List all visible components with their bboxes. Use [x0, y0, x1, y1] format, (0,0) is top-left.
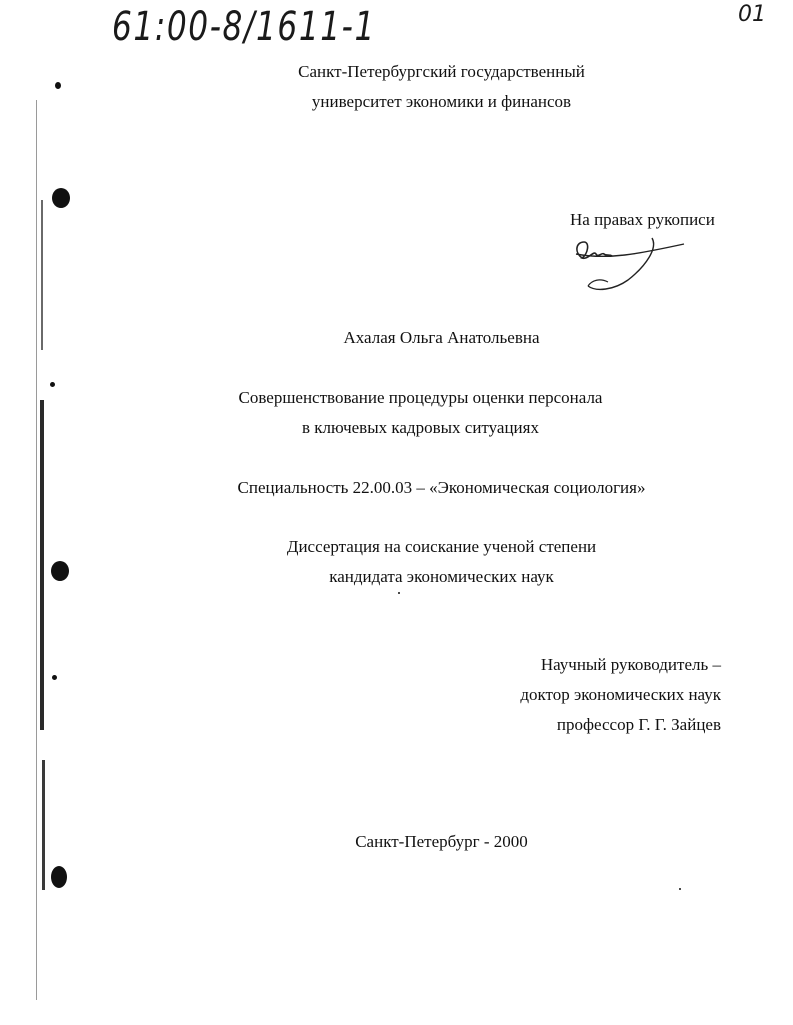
archive-code-handwritten: 61:00-8/1611-1 [112, 4, 376, 50]
scan-speck [52, 675, 57, 680]
dissertation-title-line-1: Совершенствование процедуры оценки персонала [238, 388, 603, 407]
supervisor-line-2: доктор экономических наук [520, 685, 721, 704]
binding-edge-shadow [40, 400, 44, 730]
dissertation-title-line-2: в ключевых кадровых ситуациях [302, 418, 539, 437]
supervisor-line-3: профессор Г. Г. Зайцев [556, 715, 721, 734]
punch-hole [51, 866, 67, 888]
scan-speck [50, 382, 55, 387]
punch-hole [52, 188, 70, 208]
place-year: Санкт-Петербург - 2000 [355, 832, 528, 851]
degree-line-2: кандидата экономических наук [329, 567, 554, 586]
institution-line-2: университет экономики и финансов [311, 92, 572, 111]
supervisor-line-1: Научный руководитель – [540, 655, 721, 674]
institution-line-1: Санкт-Петербургский государственный [298, 62, 585, 81]
signature-icon [568, 230, 698, 300]
scan-speck [398, 592, 400, 594]
degree-line-1: Диссертация на соискание ученой степени [286, 537, 597, 556]
binding-edge-shadow [42, 760, 45, 890]
manuscript-note: На правах рукописи [570, 210, 715, 229]
specialty-line: Специальность 22.00.03 – «Экономическая социология» [237, 478, 646, 497]
corner-page-mark: 01 [738, 2, 766, 27]
scan-speck [679, 888, 681, 890]
scan-speck [55, 82, 61, 89]
author-name: Ахалая Ольга Анатольевна [343, 328, 540, 347]
